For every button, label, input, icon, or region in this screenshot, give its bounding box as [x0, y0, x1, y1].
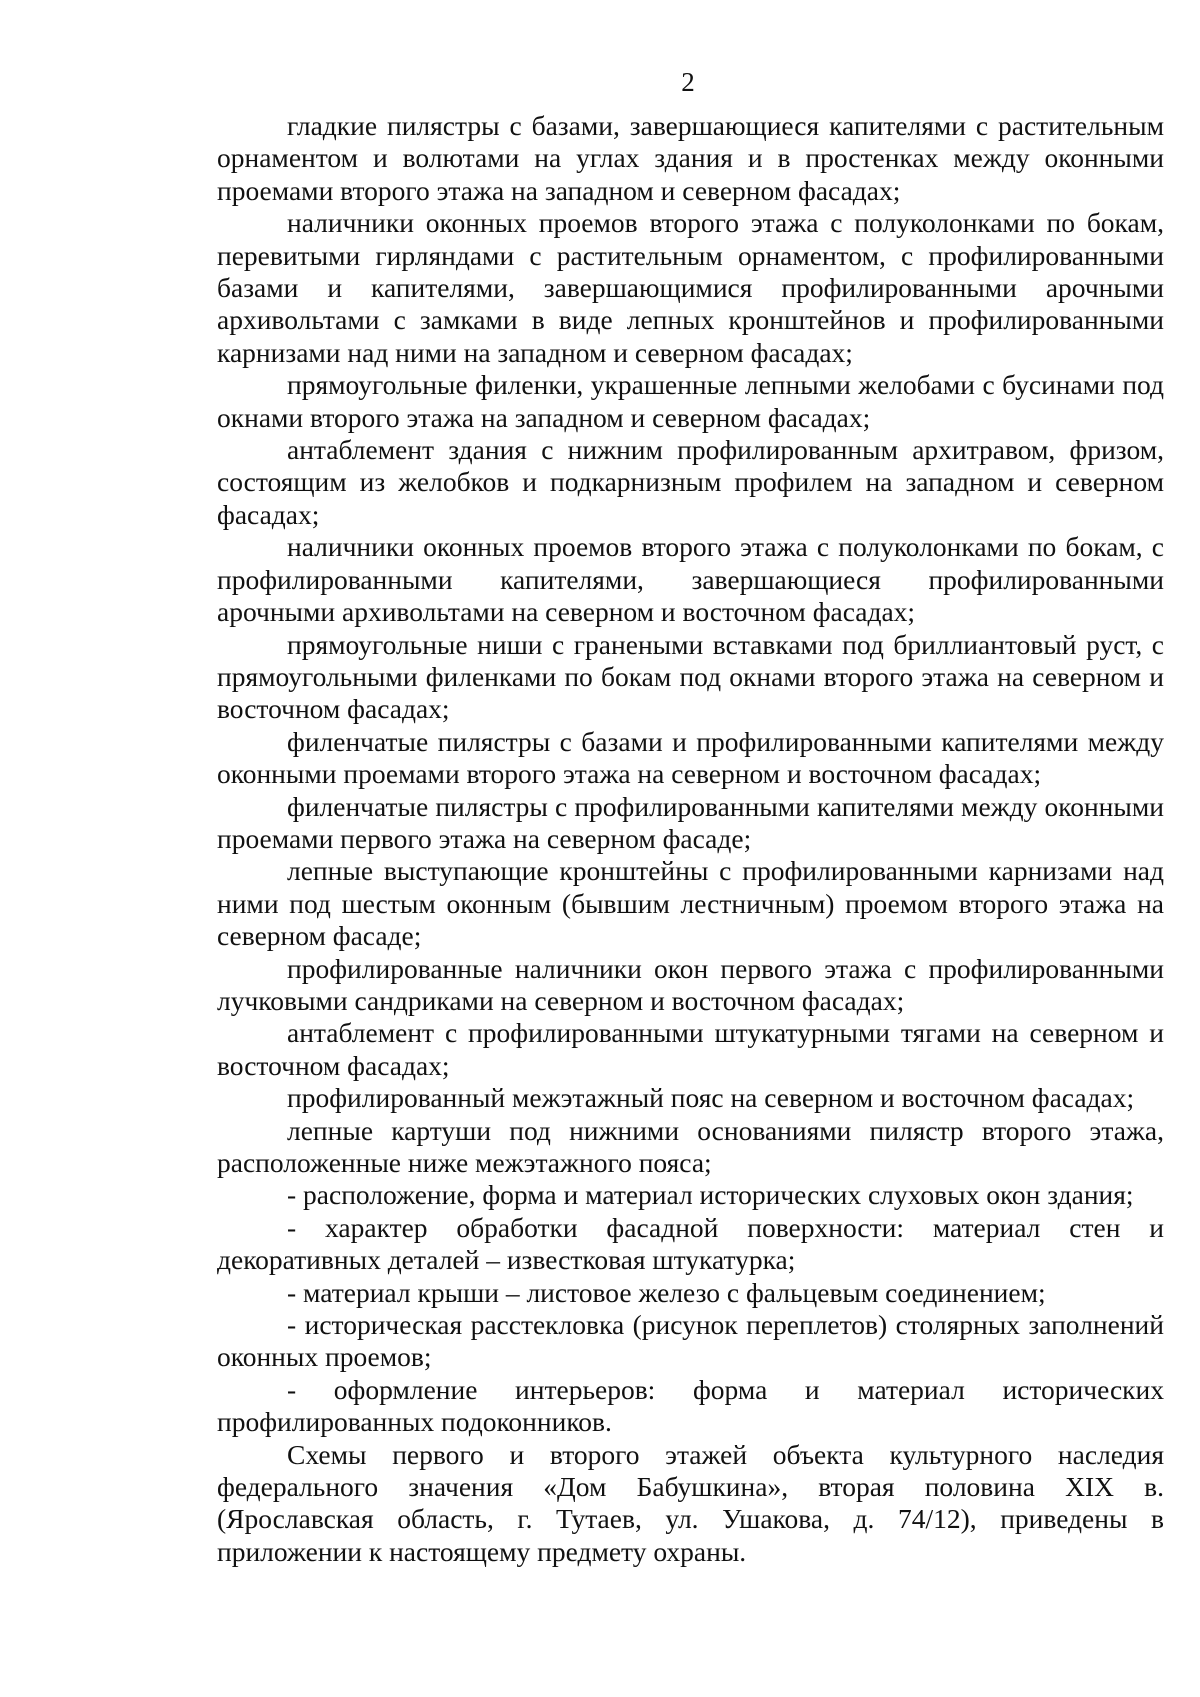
paragraph: антаблемент с профилированными штукатурными тягами на северном и восточном фасадах; [217, 1017, 1164, 1081]
page-number: 2 [681, 67, 695, 97]
paragraph: - историческая расстекловка (рисунок переплетов) столярных заполнений оконных проемов; [217, 1309, 1164, 1373]
document-body [217, 110, 1164, 1568]
paragraph: профилированные наличники окон первого этажа с профилированными лучковыми сандриками на северном и восточном фасадах; [217, 952, 1164, 1016]
paragraph: гладкие пилястры с базами, завершающиеся капителями с растительным орнаментом и волютами на углах здания и в простенках между оконными проемами второго этажа на западном и северном фасадах; [217, 110, 1164, 206]
paragraph: - характер обработки фасадной поверхности: материал стен и декоративных деталей – известковая штукатурка; [217, 1211, 1164, 1276]
paragraph: - материал крыши – листовое железо с фальцевым соединением; [287, 1276, 1046, 1308]
paragraph: филенчатые пилястры с профилированными капителями между оконными проемами первого этажа на северном фасаде; [217, 790, 1164, 854]
paragraph: профилированный межэтажный пояс на северном и восточном фасадах; [287, 1082, 1135, 1114]
paragraph: лепные выступающие кронштейны с профилированными карнизами над ними под шестым оконным (бывшим лестничным) проемом второго этажа на северном фасаде; [217, 855, 1164, 952]
paragraph: антаблемент здания с нижним профилированным архитравом, фризом, состоящим из желобков и подкарнизным профилем на западном и северном фасадах; [217, 434, 1164, 530]
paragraph: наличники оконных проемов второго этажа с полуколонками по бокам, с профилированными капителями, завершающиеся профилированными арочными архивольтами на северном и восточном фасадах; [217, 531, 1164, 628]
paragraph: прямоугольные филенки, украшенные лепными желобами с бусинами под окнами второго этажа на западном и северном фасадах; [217, 369, 1164, 433]
paragraph: Схемы первого и второго этажей объекта культурного наследия федерального значения «Дом Бабушкина», вторая половина XIX в. (Ярославская область, г. Тутаев, ул. Ушакова, д. 74/12), приведены в приложении к настоящему предмету охраны. [217, 1438, 1164, 1567]
paragraph: прямоугольные ниши с гранеными вставками под бриллиантовый руст, с прямоугольными филенками по бокам под окнами второго этажа на северном и восточном фасадах; [217, 628, 1164, 725]
paragraph: - оформление интерьеров: форма и материал исторических профилированных подоконников. [217, 1373, 1164, 1438]
paragraph: наличники оконных проемов второго этажа с полуколонками по бокам, перевитыми гирляндами с растительным орнаментом, с профилированными базами и капителями, завершающимися профилированными арочными архивольтами с замками в виде лепных кронштейнов и профилированными карнизами над ними на западном и северном фасадах; [217, 207, 1164, 368]
paragraph: - расположение, форма и материал исторических слуховых окон здания; [287, 1179, 1134, 1211]
paragraph: филенчатые пилястры с базами и профилированными капителями между оконными проемами второго этажа на северном и восточном фасадах; [217, 725, 1164, 790]
paragraph: лепные картуши под нижними основаниями пилястр второго этажа, расположенные ниже межэтажного пояса; [217, 1114, 1164, 1178]
